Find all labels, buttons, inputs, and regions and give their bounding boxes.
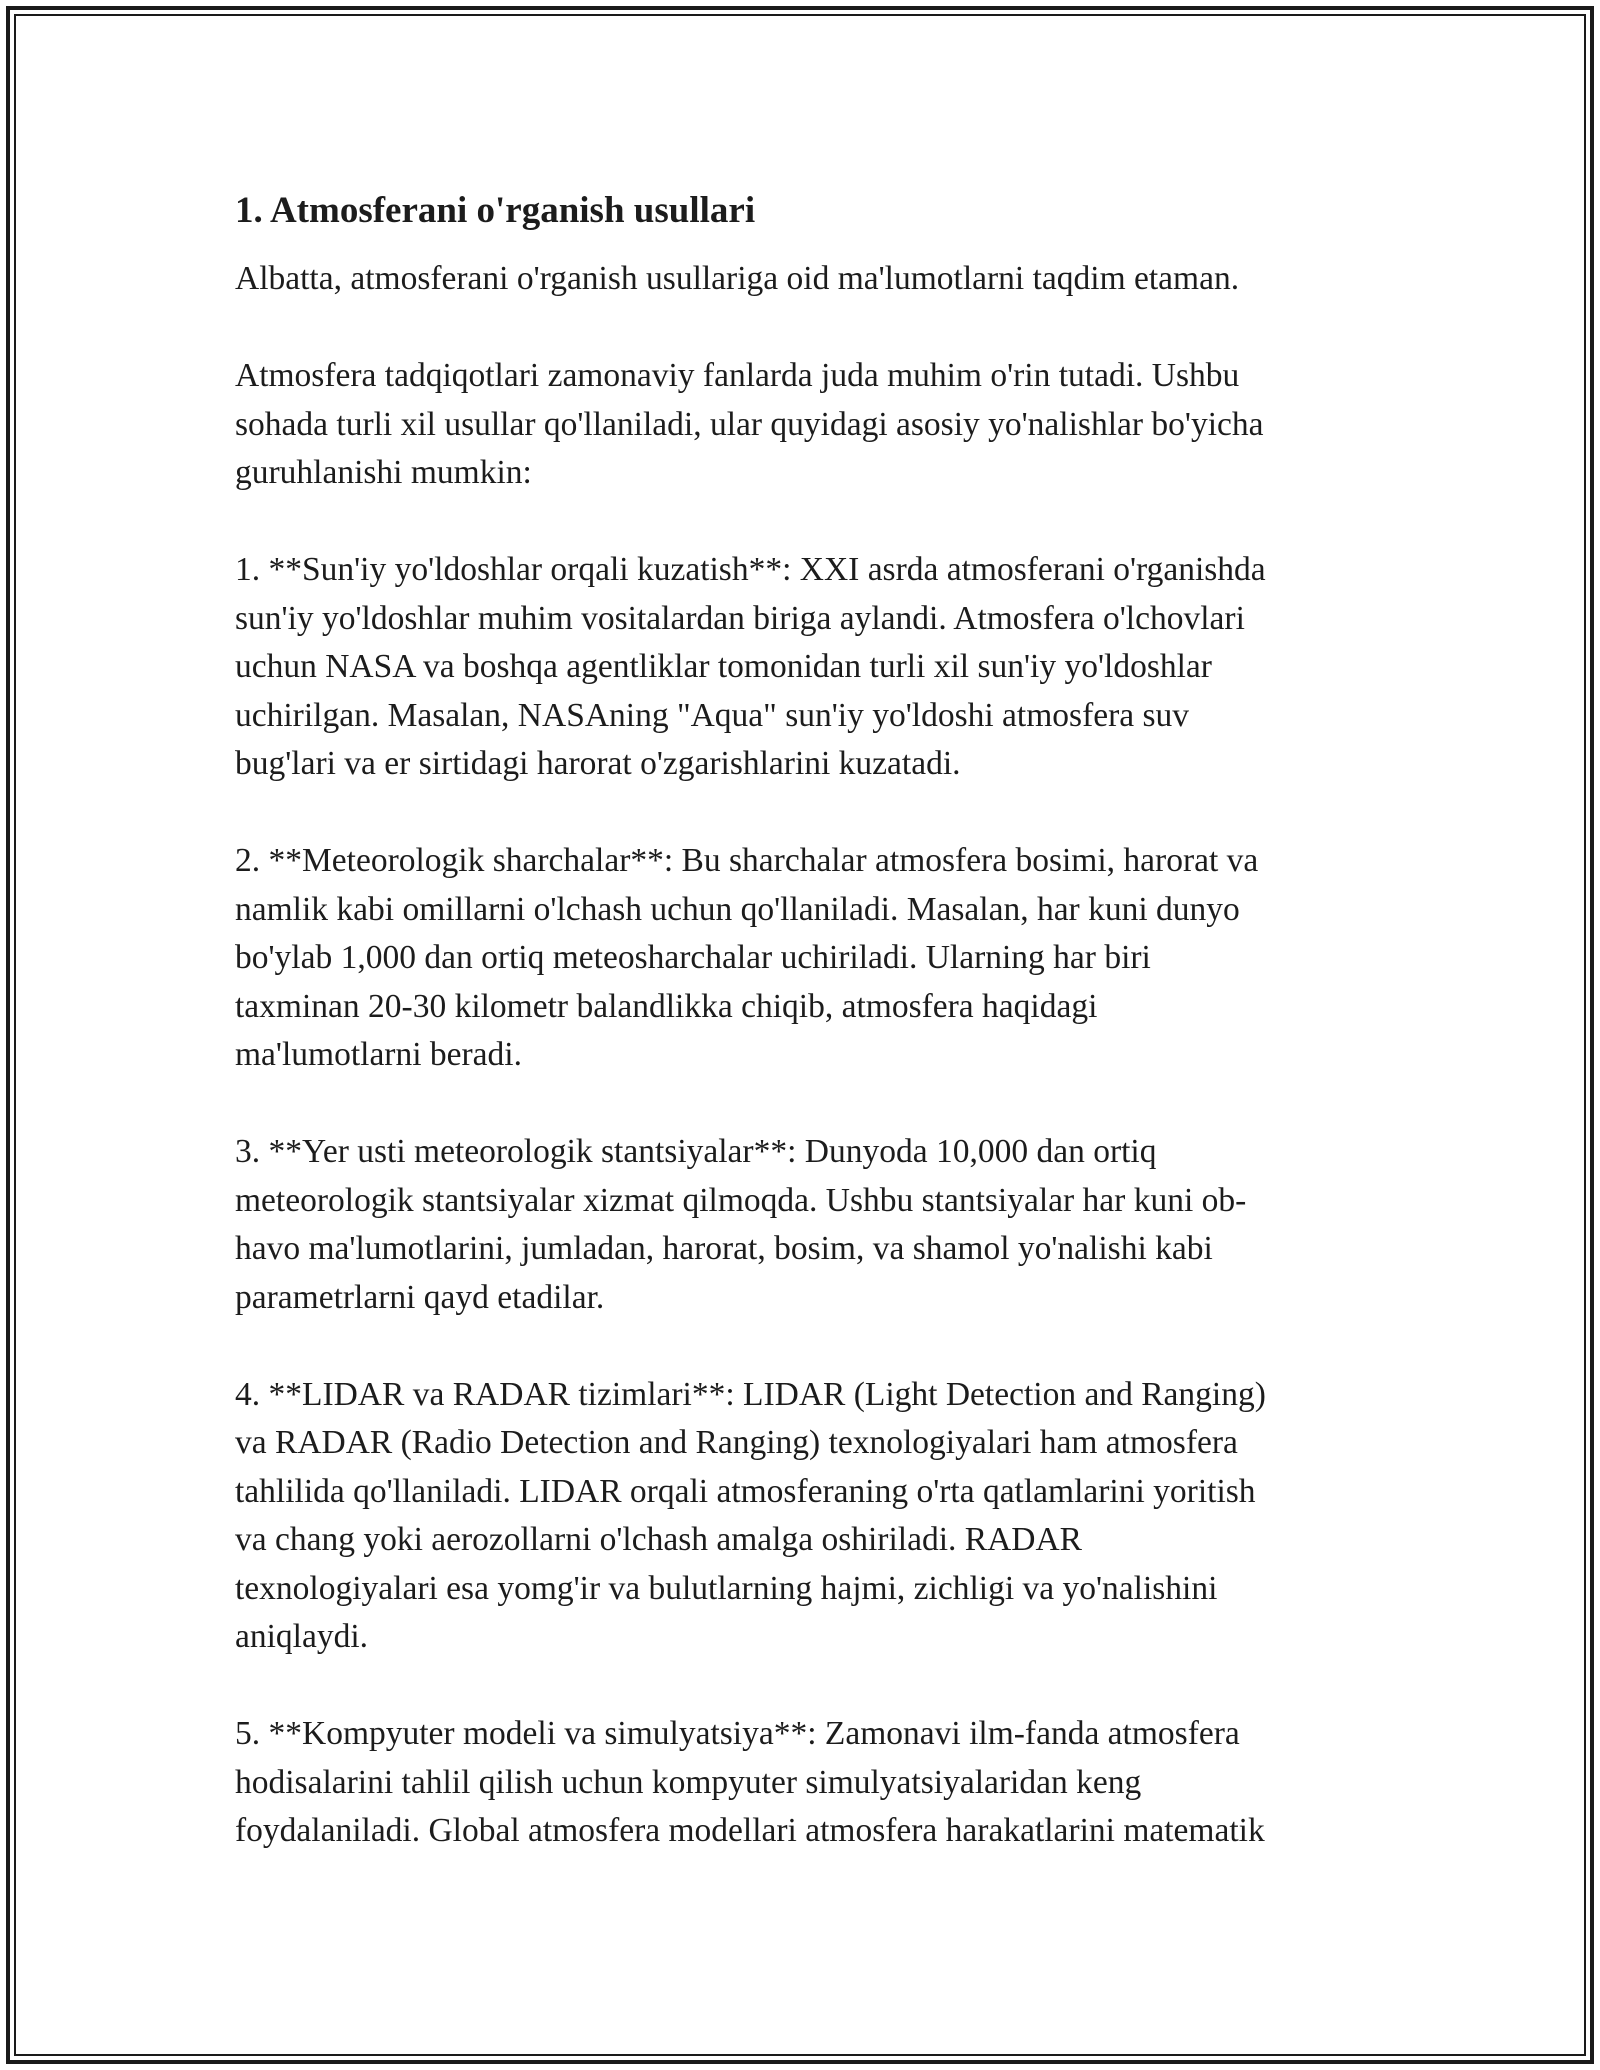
list-item-lidar-radar: 4. **LIDAR va RADAR tizimlari**: LIDAR (Light Detection and Ranging) va RADAR (Radio Detection and Ranging) texnologiyalari ham atmosfera tahlilida qo'llaniladi. LIDAR orqali atmosferaning o'rta qatlamlarini yoritish va chang yoki aerozollarni o'lchash amalga oshiriladi. RADAR texnologiyalari esa yomg'ir va bulutlarning hajmi, zichligi va yo'nalishini aniqlaydi. — [235, 1375, 1266, 1655]
list-item-computer-models: 5. **Kompyuter modeli va simulyatsiya**: Zamonavi ilm-fanda atmosfera hodisalarini tahlil qilish uchun kompyuter simulyatsiyalaridan keng foydalaniladi. Global atmosfera modellari atmosfera harakatlarini matematik — [235, 1715, 1265, 1849]
list-item-weather-balloons: 2. **Meteorologik sharchalar**: Bu sharchalar atmosfera bosimi, harorat va namlik kabi omillarni o'lchash uchun qo'llaniladi. Masalan, har kuni dunyo bo'ylab 1,000 dan ortiq meteosharchalar uchiriladi. Ularning har biri taxminan 20-30 kilometr balandlikka chiqib, atmosfera haqidagi ma'lumotlarni beradi. — [235, 842, 1259, 1073]
document-title: 1. Atmosferani o'rganish usullari — [235, 190, 756, 231]
document-page — [235, 187, 1375, 1904]
paragraph-overview: Atmosfera tadqiqotlari zamonaviy fanlarda juda muhim o'rin tutadi. Ushbu sohada turli xil usullar qo'llaniladi, ular quyidagi asosiy yo'nalishlar bo'yicha guruhlanishi mumkin: — [235, 357, 1264, 491]
list-item-ground-stations: 3. **Yer usti meteorologik stantsiyalar**: Dunyoda 10,000 dan ortiq meteorologik stantsiyalar xizmat qilmoqda. Ushbu stantsiyalar har kuni ob- havo ma'lumotlarini, jumladan, harorat, bosim, va shamol yo'nalishi kabi parametrlarni qayd etadilar. — [235, 1133, 1247, 1316]
paragraph-intro: Albatta, atmosferani o'rganish usullariga oid ma'lumotlarni taqdim etaman. — [235, 260, 1240, 297]
list-item-satellites: 1. **Sun'iy yo'ldoshlar orqali kuzatish**: XXI asrda atmosferani o'rganishda sun'iy yo'ldoshlar muhim vositalardan biriga aylandi. Atmosfera o'lchovlari uchun NASA va boshqa agentliklar tomonidan turli xil sun'iy yo'ldoshlar uchirilgan. Masalan, NASAning "Aqua" sun'iy yo'ldoshi atmosfera suv bug'lari va er sirtidagi harorat o'zgarishlarini kuzatadi. — [235, 551, 1266, 782]
